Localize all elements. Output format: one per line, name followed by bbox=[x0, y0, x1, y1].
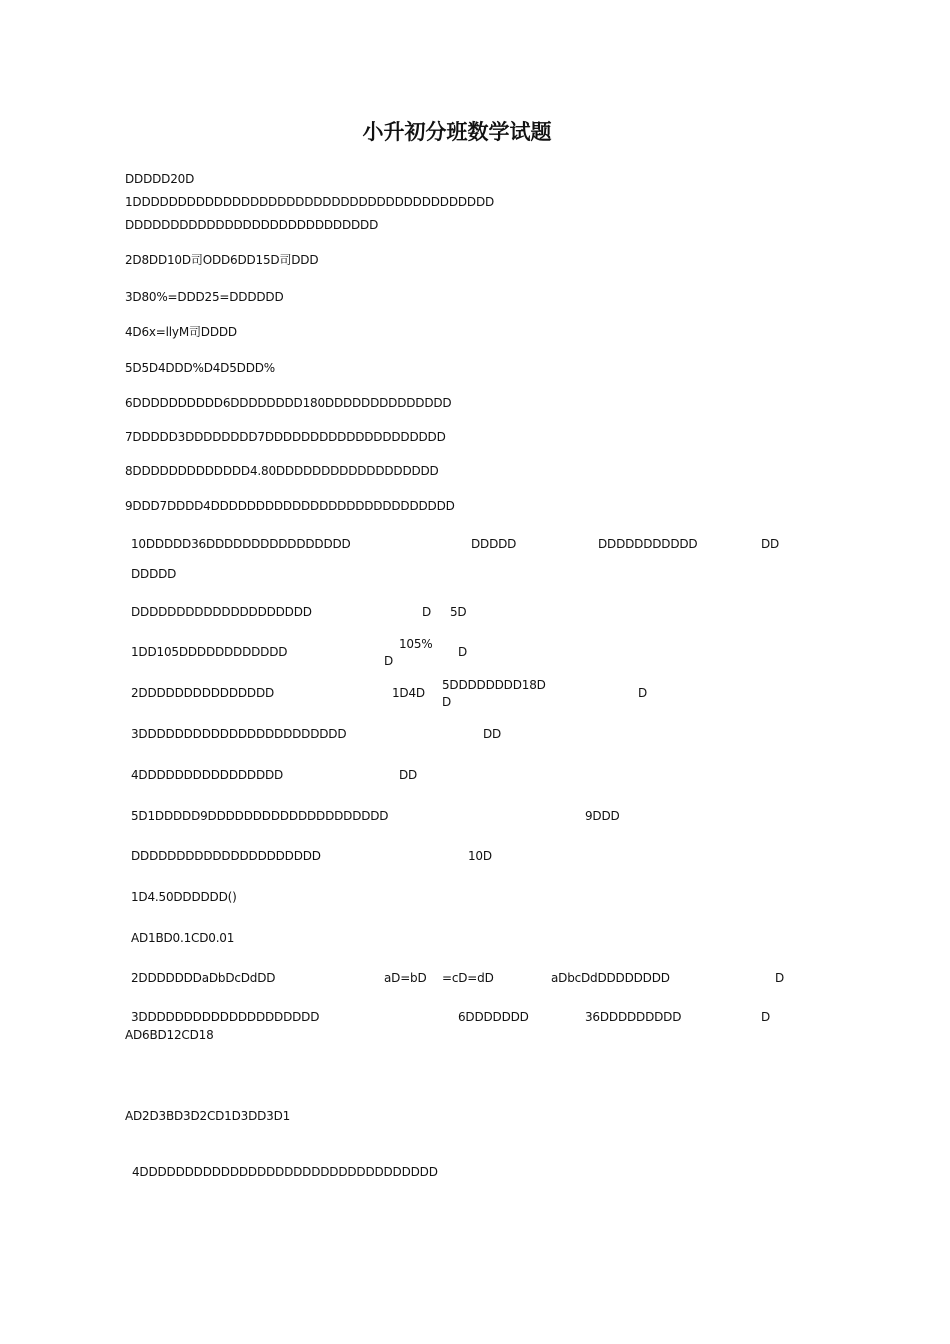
question-4: 4D6x=llyM司DDDD bbox=[125, 325, 237, 339]
judge-5-mark: 9DDD bbox=[585, 809, 620, 823]
section-3-heading: DDDDDDDDDDDDDDDDDDDDD bbox=[131, 849, 321, 863]
question-9: 9DDD7DDDD4DDDDDDDDDDDDDDDDDDDDDDDDDDD bbox=[125, 499, 455, 513]
choice-2-mark: D bbox=[775, 971, 785, 985]
choice-3-mark: D bbox=[761, 1010, 771, 1024]
question-2: 2D8DD10D司ODD6DD15D司DDD bbox=[125, 253, 319, 267]
choice-2-col-3: =cD=dD bbox=[442, 971, 494, 985]
choice-2-col-2: aD=bD bbox=[384, 971, 427, 985]
judge-5: 5D1DDDDD9DDDDDDDDDDDDDDDDDDDD bbox=[131, 809, 389, 823]
judge-3: 3DDDDDDDDDDDDDDDDDDDDDDD bbox=[131, 727, 347, 741]
section-2-col-3: 5D bbox=[450, 605, 467, 619]
section-2-col-2: D bbox=[422, 605, 432, 619]
question-6: 6DDDDDDDDDD6DDDDDDDD180DDDDDDDDDDDDDD bbox=[125, 396, 452, 410]
judge-1-percent: 105% bbox=[399, 637, 433, 651]
judge-2-col-3: 5DDDDDDDD18D bbox=[442, 678, 546, 692]
choice-1-options: AD1BD0.1CD0.01 bbox=[131, 931, 235, 945]
question-10-col-4: DD bbox=[761, 537, 780, 551]
judge-1-sub: D bbox=[384, 654, 394, 668]
page-title: 小升初分班数学试题 bbox=[362, 120, 552, 144]
judge-2-mark: D bbox=[638, 686, 648, 700]
judge-4-mark: DD bbox=[399, 768, 418, 782]
judge-2: 2DDDDDDDDDDDDDDD bbox=[131, 686, 275, 700]
question-7: 7DDDDD3DDDDDDDD7DDDDDDDDDDDDDDDDDDDD bbox=[125, 430, 446, 444]
choice-3-col-2: 6DDDDDDD bbox=[458, 1010, 529, 1024]
choice-4: 4DDDDDDDDDDDDDDDDDDDDDDDDDDDDDDDDD bbox=[132, 1165, 438, 1179]
choice-options-line: AD2D3BD3D2CD1D3DD3D1 bbox=[125, 1109, 291, 1123]
question-8: 8DDDDDDDDDDDDD4.80DDDDDDDDDDDDDDDDDD bbox=[125, 464, 439, 478]
choice-3-col-3: 36DDDDDDDDD bbox=[585, 1010, 682, 1024]
judge-2-col-3-sub: D bbox=[442, 695, 452, 709]
judge-1-mark: D bbox=[458, 645, 468, 659]
question-1-line-1: 1DDDDDDDDDDDDDDDDDDDDDDDDDDDDDDDDDDDDDDDD bbox=[125, 195, 495, 209]
choice-1: 1D4.50DDDDDD() bbox=[131, 890, 237, 904]
choice-3: 3DDDDDDDDDDDDDDDDDDDD bbox=[131, 1010, 320, 1024]
section-2-heading: DDDDDDDDDDDDDDDDDDDD bbox=[131, 605, 312, 619]
choice-2-col-4: aDbcDdDDDDDDDD bbox=[551, 971, 670, 985]
question-10-col-2: DDDDD bbox=[471, 537, 517, 551]
question-5: 5D5D4DDD%D4D5DDD% bbox=[125, 361, 275, 375]
section-3-score: 10D bbox=[468, 849, 492, 863]
question-10-cont: DDDDD bbox=[131, 567, 177, 581]
section-heading: DDDDD20D bbox=[125, 172, 195, 186]
choice-3-options: AD6BD12CD18 bbox=[125, 1028, 214, 1042]
question-10-col-3: DDDDDDDDDDD bbox=[598, 537, 698, 551]
choice-2: 2DDDDDDDaDbDcDdDD bbox=[131, 971, 276, 985]
judge-2-col-2: 1D4D bbox=[392, 686, 425, 700]
judge-1: 1DD105DDDDDDDDDDDD bbox=[131, 645, 288, 659]
judge-3-mark: DD bbox=[483, 727, 502, 741]
question-10: 10DDDDD36DDDDDDDDDDDDDDDD bbox=[131, 537, 351, 551]
question-1-line-2: DDDDDDDDDDDDDDDDDDDDDDDDDDDD bbox=[125, 218, 379, 232]
judge-4: 4DDDDDDDDDDDDDDDD bbox=[131, 768, 284, 782]
question-3: 3D80%=DDD25=DDDDDD bbox=[125, 290, 284, 304]
